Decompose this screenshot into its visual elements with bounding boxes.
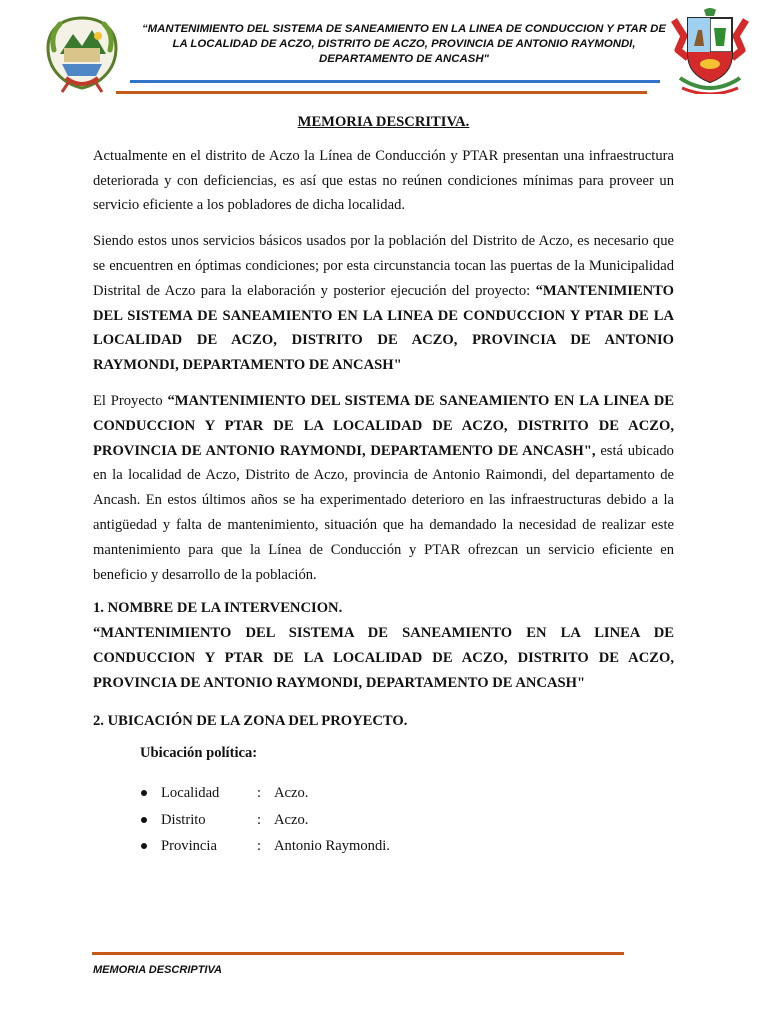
section-heading-intervention-name: 1. NOMBRE DE LA INTERVENCION. bbox=[93, 600, 343, 617]
project-name-bold: “MANTENIMIENTO DEL SISTEMA DE SANEAMIENTO EN LA LINEA DE CONDUCCION Y PTAR DE LA LOCALIDAD DE ACZO, DISTRITO DE ACZO, PROVINCIA DE ANTONIO RAYMONDI, DEPARTAMENTO DE ANCASH", bbox=[93, 392, 674, 459]
paragraph-intro: Actualmente en el distrito de Aczo la Línea de Conducción y PTAR presentan una infraestructura deteriorada y con deficiencias, es así que estas no reúnen condiciones mínimas para proveer un servicio eficiente a los pobladores de dicha localidad. bbox=[93, 147, 674, 214]
municipal-seal-icon bbox=[40, 14, 124, 94]
header-title: “MANTENIMIENTO DEL SISTEMA DE SANEAMIENTO EN LA LINEA DE CONDUCCION Y PTAR DE LA LOCALIDAD DE ACZO, DISTRITO DE ACZO, PROVINCIA DE ANTONIO RAYMONDI, DEPARTAMENTO DE ANCASH" bbox=[141, 23, 666, 65]
location-separator: : bbox=[257, 785, 262, 802]
list-item bbox=[161, 807, 674, 834]
header-rule-blue bbox=[130, 80, 660, 83]
document-title: MEMORIA DESCRITIVA. bbox=[297, 114, 470, 130]
section-heading-location: 2. UBICACIÓN DE LA ZONA DEL PROYECTO. bbox=[93, 712, 408, 729]
header-rule-orange bbox=[116, 91, 647, 94]
footer-text: MEMORIA DESCRIPTIVA bbox=[93, 964, 222, 976]
location-value: Aczo. bbox=[274, 811, 309, 828]
location-value: Aczo. bbox=[274, 785, 309, 802]
list-item bbox=[161, 833, 674, 860]
bullet-icon bbox=[141, 843, 147, 849]
location-label: Localidad bbox=[161, 785, 220, 802]
paragraph-rest: está ubicado en la localidad de Aczo, Distrito de Aczo, provincia de Antonio Raimondi, del departamento de Ancash. En estos últimos años se ha experimentado deterioro en las infraestructuras debido a la antigüedad y falta de mantenimiento, situación que ha demandado la necesidad de realizar este mantenimiento para que la Línea de Conducción y PTAR ofrezcan un servicio eficiente en beneficio y desarrollo de la población. bbox=[93, 442, 674, 583]
location-label: Provincia bbox=[161, 838, 217, 855]
list-item bbox=[161, 780, 674, 807]
paragraph-justification-text: Siendo estos unos servicios básicos usados por la población del Distrito de Aczo, es necesario que se encuentren en óptimas condiciones; por esta circunstancia tocan las puertas de la Municipalidad Distrital de Aczo para la elaboración y posterior ejecución del proyecto: bbox=[93, 233, 674, 299]
document-body bbox=[93, 110, 674, 860]
location-list bbox=[93, 780, 674, 860]
location-value: Antonio Raymondi. bbox=[274, 838, 390, 855]
location-separator: : bbox=[257, 811, 262, 828]
footer-rule bbox=[92, 952, 624, 955]
paragraph-lead: El Proyecto bbox=[93, 392, 168, 409]
project-name-bold: “MANTENIMIENTO DEL SISTEMA DE SANEAMIENTO EN LA LINEA DE CONDUCCION Y PTAR DE LA LOCALIDAD DE ACZO, DISTRITO DE ACZO, PROVINCIA DE ANTONIO RAYMONDI, DEPARTAMENTO DE ANCASH" bbox=[93, 282, 674, 374]
bullet-icon bbox=[141, 817, 147, 823]
paragraph-project-description bbox=[93, 389, 674, 587]
bullet-icon bbox=[141, 790, 147, 796]
section-intervention-name-body: “MANTENIMIENTO DEL SISTEMA DE SANEAMIENTO EN LA LINEA DE CONDUCCION Y PTAR DE LA LOCALIDAD DE ACZO, DISTRITO DE ACZO, PROVINCIA DE ANTONIO RAYMONDI, DEPARTAMENTO DE ANCASH" bbox=[93, 625, 674, 691]
peru-coat-of-arms-icon bbox=[668, 6, 752, 94]
location-separator: : bbox=[257, 838, 262, 855]
paragraph-justification bbox=[93, 229, 674, 378]
location-subheading: Ubicación política: bbox=[140, 745, 258, 762]
location-label: Distrito bbox=[161, 811, 206, 828]
